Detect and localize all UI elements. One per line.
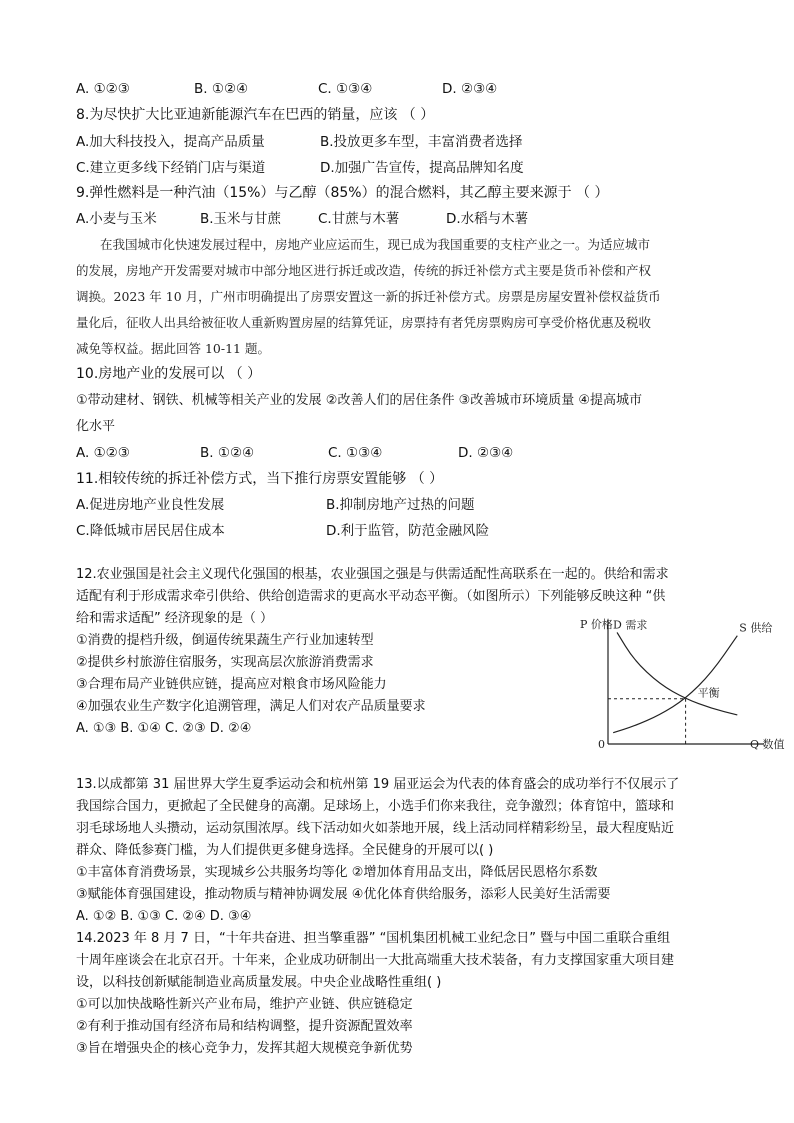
series-label-demand: D 需求: [613, 618, 648, 632]
q11-option-a: A.促进房地产业良性发展: [76, 497, 225, 513]
q9-option-c: C.甘蔗与木薯: [318, 211, 400, 227]
q10-option-a: A. ①②③: [76, 445, 130, 461]
q11-stem: 11.相较传统的拆迁补偿方式，当下推行房票安置能够 （ ）: [76, 471, 444, 487]
q7-option-d: D. ②③④: [442, 81, 498, 97]
y-axis-label: P 价格: [580, 618, 613, 631]
series-curve-demand: [617, 632, 737, 714]
q12-stem-line-1: 12.农业强国是社会主义现代化强国的根基，农业强国之强是与供需适配性高联系在一起的。供给和需求: [76, 567, 669, 582]
q7-option-a: A. ①②③: [76, 81, 130, 97]
q12-stem-line-3: 给和需求适配” 经济现象的是（ ）: [76, 611, 273, 626]
q8-option-d: D.加强广告宣传，提高品牌知名度: [320, 160, 524, 176]
passage-line-3: 调换。2023 年 10 月，广州市明确提出了房票安置这一新的拆迁补偿方式。房票是房屋安置补偿权益货币: [76, 289, 661, 304]
q10-items-line-1: ①带动建材、钢铁、机械等相关产业的发展 ②改善人们的居住条件 ③改善城市环境质量 ④提高城市: [76, 393, 643, 408]
q8-option-c: C.建立更多线下经销门店与渠道: [76, 160, 266, 176]
series-curve-supply: [613, 636, 737, 733]
q11-option-c: C.降低城市居民居住成本: [76, 523, 225, 539]
q13-stem-line-3: 羽毛球场地人头攒动，运动氛围浓厚。线下活动如火如荼地开展，线上活动同样精彩纷呈，最大程度贴近: [76, 821, 675, 836]
q8-option-a: A.加大科技投入，提高产品质量: [76, 134, 265, 150]
q8-stem: 8.为尽快扩大比亚迪新能源汽车在巴西的销量，应该 （ ）: [76, 107, 435, 123]
q10-option-c: C. ①③④: [328, 445, 383, 461]
q13-answer-options: A. ①② B. ①③ C. ②④ D. ③④: [76, 909, 252, 924]
q10-option-d: D. ②③④: [458, 445, 514, 461]
q14-stem-line-3: 设，以科技创新赋能制造业高质量发展。中央企业战略性重组( ): [76, 975, 442, 990]
supply-demand-chart: [578, 612, 788, 762]
q10-items-line-2: 化水平: [76, 419, 116, 434]
q9-option-a: A.小麦与玉米: [76, 211, 157, 227]
q10-stem: 10.房地产业的发展可以 （ ）: [76, 366, 262, 382]
q14-item-2: ②有利于推动国有经济布局和结构调整，提升资源配置效率: [76, 1019, 413, 1034]
q14-stem-line-1: 14.2023 年 8 月 7 日，“十年共奋进、担当擎重器” “国机集团机械工业纪念日” 暨与中国二重联合重组: [76, 931, 671, 946]
passage-line-1: 在我国城市化快速发展过程中，房地产业应运而生，现已成为我国重要的支柱产业之一。为适应城市: [100, 237, 651, 252]
q14-item-1: ①可以加快战略性新兴产业布局，维护产业链、供应链稳定: [76, 997, 413, 1012]
q13-items-line-2: ③赋能体育强国建设，推动物质与精神协调发展 ④优化体育供给服务，添彩人民美好生活需要: [76, 887, 611, 902]
q12-stem-line-2: 适配有利于形成需求牵引供给、供给创造需求的更高水平动态平衡。（如图所示）下列能够反映这种 “供: [76, 589, 666, 604]
q12-item-2: ②提供乡村旅游住宿服务，实现高层次旅游消费需求: [76, 655, 374, 670]
series-label-supply: S 供给: [739, 621, 773, 635]
q7-option-c: C. ①③④: [318, 81, 373, 97]
q12-item-1: ①消费的提档升级，倒逼传统果蔬生产行业加速转型: [76, 633, 374, 648]
q13-items-line-1: ①丰富体育消费场景，实现城乡公共服务均等化 ②增加体育用品支出，降低居民恩格尔系数: [76, 865, 598, 880]
q8-option-b: B.投放更多车型，丰富消费者选择: [320, 134, 523, 150]
passage-line-2: 的发展，房地产开发需要对城市中部分地区进行拆迁或改造，传统的拆迁补偿方式主要是货币补偿和产权: [76, 263, 652, 278]
q9-option-d: D.水稻与木薯: [446, 211, 529, 227]
q7-option-b: B. ①②④: [194, 81, 249, 97]
q13-stem-line-1: 13.以成都第 31 届世界大学生夏季运动会和杭州第 19 届亚运会为代表的体育盛会的成功举行不仅展示了: [76, 777, 680, 792]
q11-option-b: B.抑制房地产过热的问题: [326, 497, 475, 513]
q12-item-3: ③合理布局产业链供应链，提高应对粮食市场风险能力: [76, 677, 387, 692]
q12-item-4: ④加强农业生产数字化追溯管理，满足人们对农产品质量要求: [76, 699, 426, 714]
q14-item-3: ③旨在增强央企的核心竞争力，发挥其超大规模竞争新优势: [76, 1041, 413, 1056]
x-axis-label: Q 数值: [750, 738, 785, 751]
passage-line-5: 减免等权益。据此回答 10-11 题。: [76, 341, 270, 356]
q13-stem-line-2: 我国综合国力，更掀起了全民健身的高潮。足球场上，小选手们你来我往，竞争激烈；体育馆中，篮球和: [76, 799, 675, 814]
q11-option-d: D.利于监管，防范金融风险: [326, 523, 490, 539]
equilibrium-label: 平衡: [697, 686, 720, 700]
passage-line-4: 量化后，征收人出具给被征收人重新购置房屋的结算凭证，房票持有者凭房票购房可享受价格优惠及税收: [76, 315, 652, 330]
q9-stem: 9.弹性燃料是一种汽油（15%）与乙醇（85%）的混合燃料，其乙醇主要来源于 （ ）: [76, 185, 609, 201]
q10-option-b: B. ①②④: [200, 445, 255, 461]
q14-stem-line-2: 十周年座谈会在北京召开。十年来，企业成功研制出一大批高端重大技术装备，有力支撑国家重大项目建: [76, 953, 675, 968]
q9-option-b: B.玉米与甘蔗: [200, 211, 282, 227]
q12-answer-options: A. ①③ B. ①④ C. ②③ D. ②④: [76, 721, 252, 736]
q13-stem-line-4: 群众、降低参赛门槛，为人们提供更多健身选择。全民健身的开展可以( ): [76, 843, 494, 858]
origin-label: 0: [598, 738, 605, 751]
